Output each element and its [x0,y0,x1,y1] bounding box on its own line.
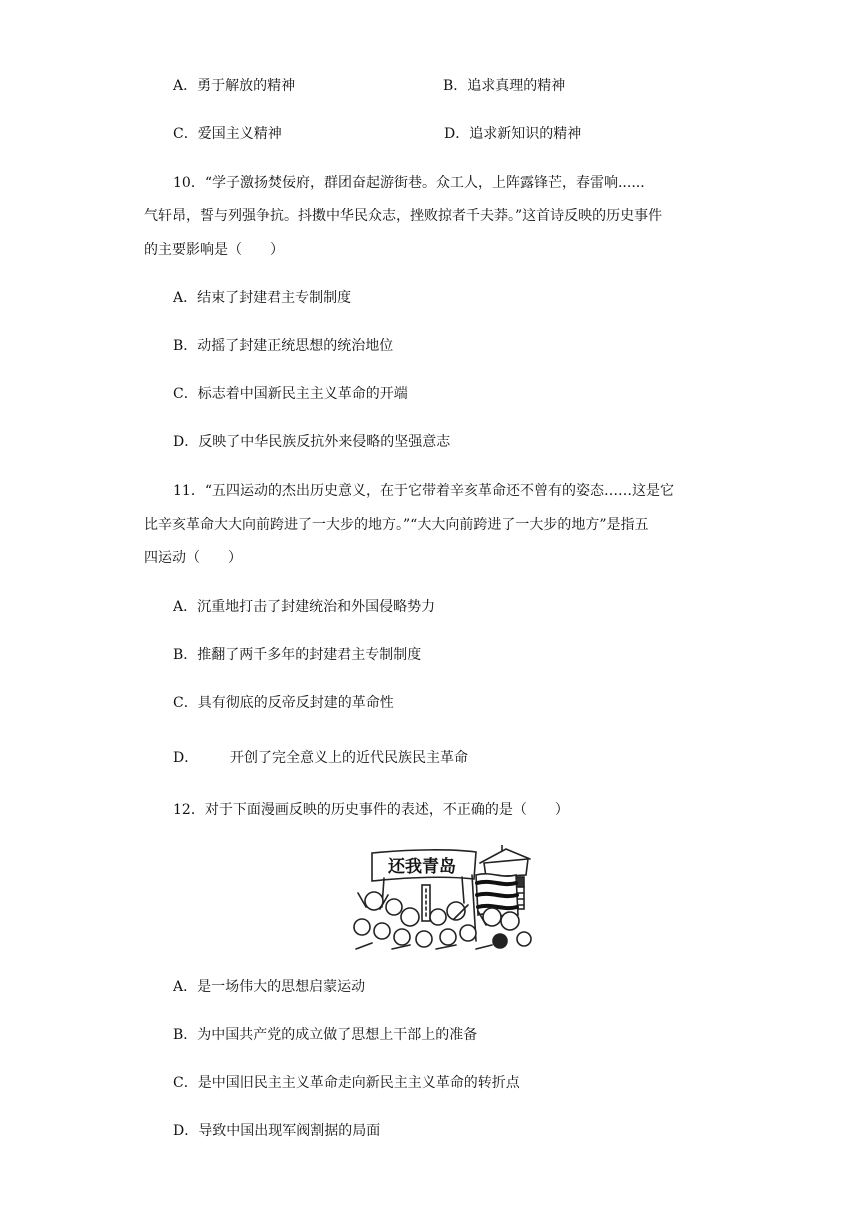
q10-option-c: C．标志着中国新民主主义革命的开端 [173,386,408,402]
q10-stem-line-2: 气轩昂，誓与列强争抗。抖擞中华民众志，挫败掠者千夫莽。”这首诗反映的历史事件 [144,208,663,224]
q11-option-a: A．沉重地打击了封建统治和外国侵略势力 [173,599,436,615]
q12-stem: 12．对于下面漫画反映的历史事件的表述，不正确的是（ ） [173,802,569,818]
flag [472,874,518,941]
banner-text: 还我青岛 [388,857,456,877]
sign [422,885,430,921]
q11-option-b: B．推翻了两千多年的封建君主专制制度 [173,647,422,663]
q10-stem-line-3: 的主要影响是（ ） [144,242,284,258]
q10-option-d: D．反映了中华民族反抗外来侵略的坚强意志 [173,434,451,450]
q10-stem-line-1: 10．“学子激扬焚佞府，群团奋起游街巷。众工人，上阵露锋芒，春雷响...... [173,175,645,191]
q11-stem-line-2: 比辛亥革命大大向前跨进了一大步的地方。”“大大向前跨进了一大步的地方”是指五 [144,517,649,533]
q9-option-c: C．爱国主义精神 [173,126,282,142]
q11-stem-line-3: 四运动（ ） [144,550,242,566]
q11-option-d-label: D． [173,750,199,766]
q11-stem-line-1: 11．“五四运动的杰出历史意义，在于它带着辛亥革命还不曾有的姿态……这是它 [173,483,674,499]
q11-option-d-text: 开创了完全意义上的近代民族民主革命 [230,750,468,766]
q9-option-d: D．追求新知识的精神 [444,126,582,142]
q12-option-d: D．导致中国出现军阀割据的局面 [173,1123,381,1139]
q10-option-b: B．动摇了封建正统思想的统治地位 [173,338,394,354]
q11-option-c: C．具有彻底的反帝反封建的革命性 [173,695,394,711]
q10-option-a: A．结束了封建君主专制制度 [173,290,352,306]
q12-option-b: B．为中国共产党的成立做了思想上干部上的准备 [173,1027,478,1043]
q12-option-a: A．是一场伟大的思想启蒙运动 [173,979,366,995]
protest-cartoon [352,845,532,953]
q12-option-c: C．是中国旧民主主义革命走向新民主主义革命的转折点 [173,1075,520,1091]
q9-option-a: A．勇于解放的精神 [173,78,296,94]
q9-option-b: B．追求真理的精神 [443,78,566,94]
